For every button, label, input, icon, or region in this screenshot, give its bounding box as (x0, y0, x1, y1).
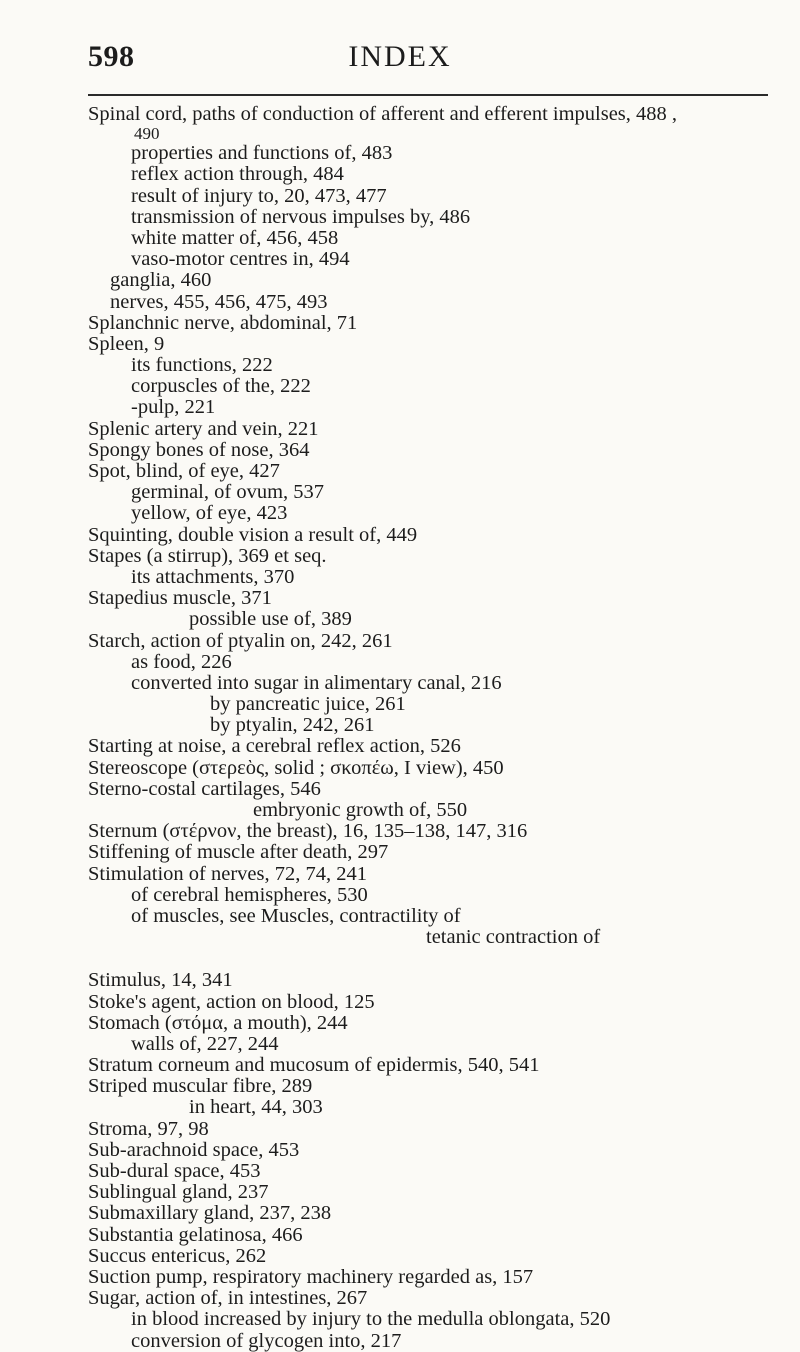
index-entry-continuation: 490 (134, 124, 160, 144)
index-subentry: -pulp, 221 (131, 396, 216, 419)
index-entry: Squinting, double vision a result of, 449 (88, 523, 418, 546)
index-subentry: by ptyalin, 242, 261 (210, 714, 375, 737)
index-entry: Stroma, 97, 98 (88, 1117, 209, 1140)
index-subentry: properties and functions of, 483 (131, 142, 393, 165)
index-entry: Stratum corneum and mucosum of epidermis, 540, 541 (88, 1054, 540, 1077)
page-number: 598 (88, 40, 135, 73)
index-subentry: in blood increased by injury to the medulla oblongata, 520 (131, 1308, 611, 1331)
index-entry: Starting at noise, a cerebral reflex action, 526 (88, 735, 461, 758)
index-subentry: tetanic contraction of (426, 926, 601, 949)
index-entry: Stimulus, 14, 341 (88, 969, 233, 992)
index-entry: Sublingual gland, 237 (88, 1181, 269, 1204)
index-subentry: as food, 226 (131, 650, 232, 673)
index-entry: Stapes (a stirrup), 369 et seq. (88, 544, 327, 567)
index-entry: Splanchnic nerve, abdominal, 71 (88, 311, 358, 334)
index-entry: Stomach (στόμα, a mouth), 244 (88, 1011, 348, 1034)
index-entry: Spot, blind, of eye, 427 (88, 460, 280, 482)
index-entry: Stereoscope (στερεὸς, solid ; σκοπέω, I view), 450 (88, 756, 504, 779)
spacer (88, 948, 778, 970)
index-subentry: by pancreatic juice, 261 (210, 693, 406, 716)
index-entry: Succus entericus, 262 (88, 1244, 267, 1267)
index-entry: Spinal cord, paths of conduction of afferent and efferent impulses, 488 , (88, 103, 678, 125)
index-subentry: converted into sugar in alimentary canal, 216 (131, 671, 502, 694)
index-subentry: in heart, 44, 303 (189, 1096, 323, 1119)
index-subentry: result of injury to, 20, 473, 477 (131, 184, 387, 207)
index-entry: Stiffening of muscle after death, 297 (88, 841, 389, 864)
index-entry: Starch, action of ptyalin on, 242, 261 (88, 629, 393, 652)
index-subentry: ganglia, 460 (110, 269, 212, 292)
index-subentry: walls of, 227, 244 (131, 1032, 279, 1055)
index-subentry: reflex action through, 484 (131, 163, 344, 186)
index-entry: Stoke's agent, action on blood, 125 (88, 990, 375, 1013)
running-head-title: INDEX (348, 40, 452, 73)
index-subentry: nerves, 455, 456, 475, 493 (110, 290, 328, 313)
index-entry: Sterno-costal cartilages, 546 (88, 777, 321, 800)
index-entry: Sub-dural space, 453 (88, 1160, 261, 1182)
index-subentry: its attachments, 370 (131, 565, 295, 588)
index-entry: Suction pump, respiratory machinery regarded as, 157 (88, 1265, 534, 1288)
index-entry: Substantia gelatinosa, 466 (88, 1223, 303, 1246)
index-entry: Striped muscular fibre, 289 (88, 1075, 313, 1098)
index-subentry: conversion of glycogen into, 217 (131, 1329, 402, 1352)
header-rule (88, 94, 768, 96)
index-entry: Sugar, action of, in intestines, 267 (88, 1287, 368, 1310)
index-entry: Spongy bones of nose, 364 (88, 438, 310, 461)
index-entry: Splenic artery and vein, 221 (88, 417, 319, 440)
index-entry: Sternum (στέρνον, the breast), 16, 135–138, 147, 316 (88, 820, 528, 843)
index-entry: Spleen, 9 (88, 332, 165, 355)
index-subentry: embryonic growth of, 550 (253, 799, 468, 821)
index-subentry: its functions, 222 (131, 354, 273, 377)
index-subentry: transmission of nervous impulses by, 486 (131, 205, 471, 228)
index-subentry: of cerebral hemispheres, 530 (131, 883, 368, 906)
index-entry: Sub-arachnoid space, 453 (88, 1138, 300, 1161)
index-entry: Stimulation of nerves, 72, 74, 241 (88, 862, 368, 885)
index-subentry: vaso-motor centres in, 494 (131, 248, 350, 271)
index-subentry: corpuscles of the, 222 (131, 375, 311, 398)
index-entry: Stapedius muscle, 371 (88, 587, 272, 610)
index-subentry: of muscles, see Muscles, contractility of (131, 904, 461, 927)
index-entry: Submaxillary gland, 237, 238 (88, 1202, 332, 1225)
index-subentry: germinal, of ovum, 537 (131, 481, 325, 504)
page-header (0, 40, 800, 80)
index-entries (88, 104, 778, 1352)
index-subentry: possible use of, 389 (189, 608, 352, 631)
index-subentry: yellow, of eye, 423 (131, 502, 288, 525)
index-subentry: white matter of, 456, 458 (131, 226, 339, 249)
